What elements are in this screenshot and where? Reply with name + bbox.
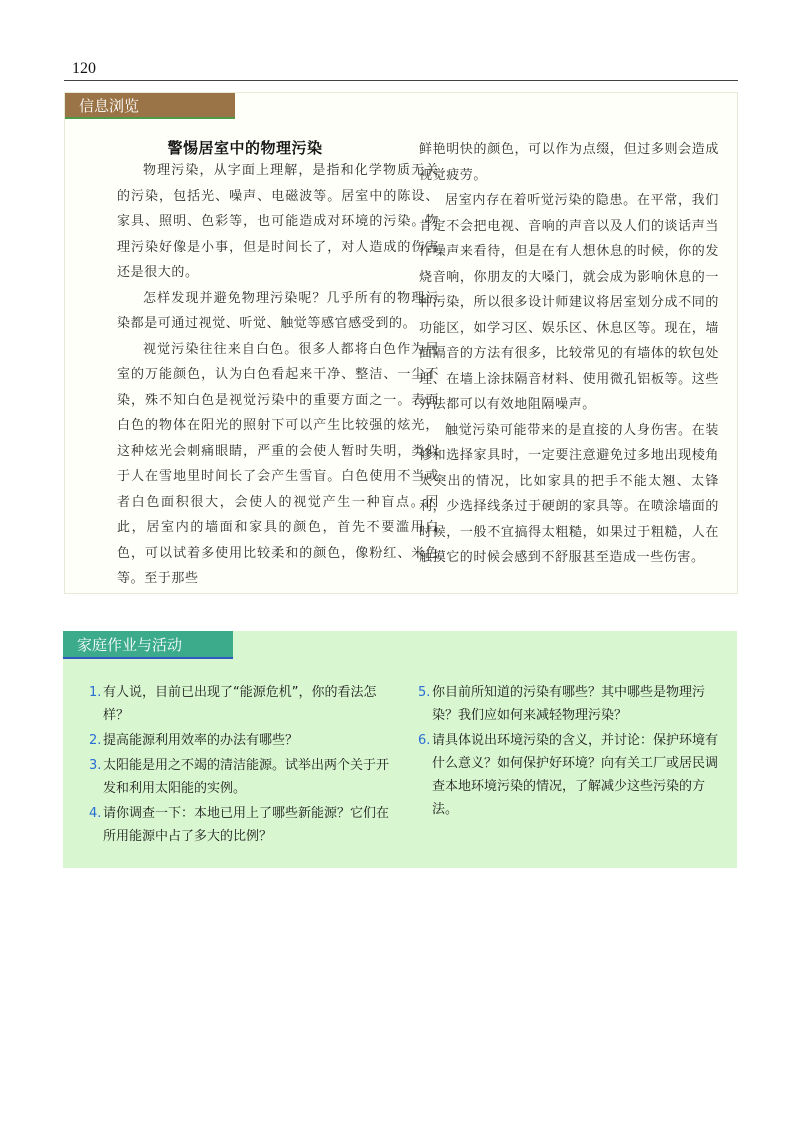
article-paragraph: 怎样发现并避免物理污染呢？几乎所有的物理污染都是可通过视觉、听觉、触觉等感官感受到的。 [117, 290, 439, 331]
homework-item [89, 681, 389, 727]
homework-item-text: 请具体说出环境污染的含义，并讨论：保护环境有什么意义？如何保护好环境？向有关工厂或居民调查本地环境污染的情况，了解减少这些污染的方法。 [432, 733, 719, 817]
homework-item [89, 802, 389, 848]
article-paragraph: 视觉污染往往来自白色。很多人都将白色作为居室的万能颜色，认为白色看起来干净、整洁、一尘不染，殊不知白色是视觉污染中的重要方面之一。表面白色的物体在阳光的照射下可以产生比较强的炫光，这种炫光会刺痛眼睛，严重的会使人暂时失明，类似于人在雪地里时间长了会产生雪盲。白色使用不当或者白色面积很大，会使人的视觉产生一种盲点。因此，居室内的墙面和家具的颜色，首先不要滥用白色，可以试着多使用比较柔和的颜色，像粉红、米色等。至于那些 [117, 341, 439, 586]
page-number: 120 [72, 60, 96, 77]
info-browse-tab: 信息浏览 [65, 93, 235, 119]
homework-item-number: 2. [89, 733, 102, 748]
homework-item-text: 有人说，目前已出现了“能源危机”，你的看法怎样？ [103, 685, 377, 723]
homework-item [418, 729, 718, 821]
article-title: 警惕居室中的物理污染 [167, 139, 323, 157]
article-paragraph: 触觉污染可能带来的是直接的人身伤害。在装修和选择家具时，一定要注意避免过多地出现棱角太突出的情况，比如家具的把手不能太翘、太锋利，少选择线条过于硬朗的家具等。在喷涂墙面的时候，一般不宜搞得太粗糙，如果过于粗糙，人在触摸它的时候会感到不舒服甚至造成一些伤害。 [419, 422, 719, 565]
homework-list-left [89, 681, 389, 850]
homework-item-text: 太阳能是用之不竭的清洁能源。试举出两个关于开发和利用太阳能的实例。 [103, 758, 390, 796]
homework-panel [63, 631, 737, 868]
homework-item-number: 4. [89, 806, 102, 821]
homework-item-number: 3. [89, 758, 102, 773]
homework-item [89, 729, 389, 752]
header-rule [64, 80, 738, 81]
homework-tab: 家庭作业与活动 [63, 631, 233, 659]
article-right-column [419, 137, 719, 571]
homework-list-right [418, 681, 718, 823]
homework-item-number: 6. [418, 733, 431, 748]
article-left-column [117, 158, 439, 592]
homework-item-number: 1. [89, 685, 102, 700]
homework-item-text: 你目前所知道的污染有哪些？其中哪些是物理污染？我们应如何来减轻物理污染？ [432, 685, 706, 723]
info-browse-panel [64, 92, 738, 594]
homework-item-number: 5. [418, 685, 431, 700]
homework-item [418, 681, 718, 727]
homework-item-text: 提高能源利用效率的办法有哪些？ [103, 733, 299, 748]
article-paragraph: 物理污染，从字面上理解，是指和化学物质无关的污染，包括光、噪声、电磁波等。居室中的陈设、家具、照明、色彩等，也可能造成对环境的污染。物理污染好像是小事，但是时间长了，对人造成的伤害还是很大的。 [117, 163, 439, 280]
article-paragraph: 鲜艳明快的颜色，可以作为点缀，但过多则会造成视觉疲劳。 [419, 142, 719, 183]
homework-item [89, 754, 389, 800]
article-paragraph: 居室内存在着听觉污染的隐患。在平常，我们肯定不会把电视、音响的声音以及人们的谈话声当作噪声来看待，但是在有人想休息的时候，你的发烧音响，你朋友的大嗓门，就会成为影响休息的一种污染，所以很多设计师建议将居室划分成不同的功能区，如学习区、娱乐区、休息区等。现在，墙面隔音的方法有很多，比较常见的有墙体的软包处理、在墙上涂抹隔音材料、使用微孔铝板等。这些方法都可以有效地阻隔噪声。 [419, 193, 719, 412]
homework-item-text: 请你调查一下：本地已用上了哪些新能源？它们在所用能源中占了多大的比例？ [103, 806, 390, 844]
